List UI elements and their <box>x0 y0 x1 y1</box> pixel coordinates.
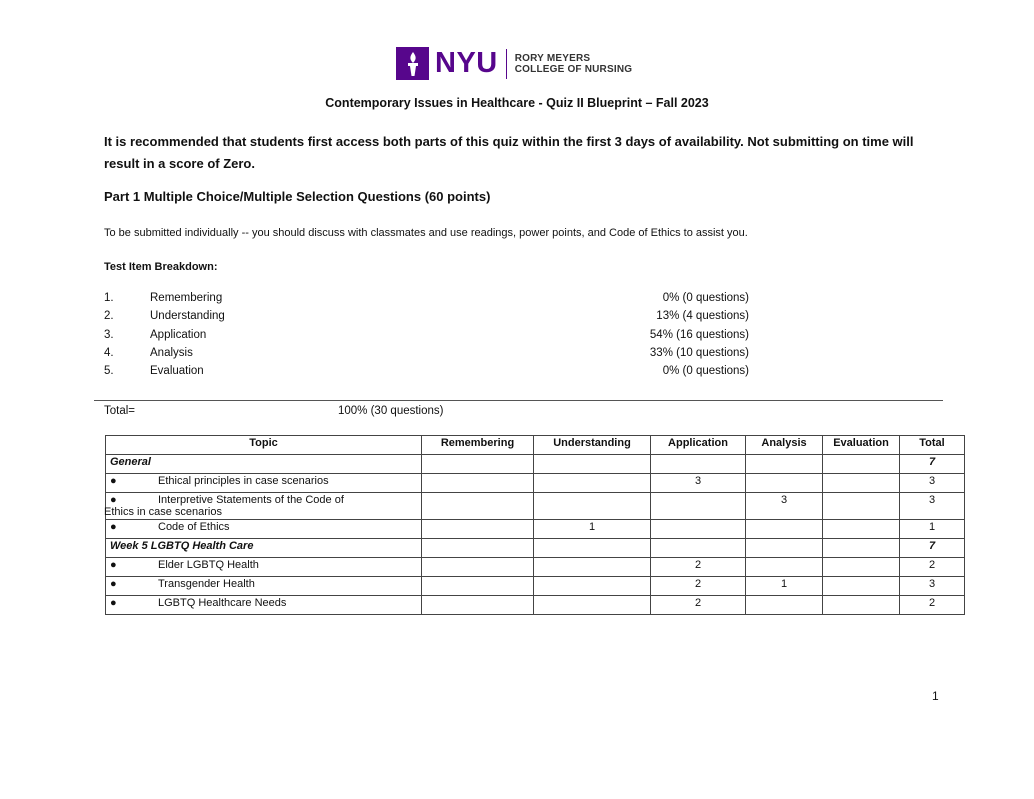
intro-paragraph: It is recommended that students first access both parts of this quiz within the first 3 days of availability. Not submitting on time will result in a score of Zero. <box>104 134 914 171</box>
bullet-icon: ● <box>110 559 117 571</box>
category-cell: Week 5 LGBTQ Health Care <box>106 539 422 558</box>
table-row: ● LGBTQ Healthcare Needs 2 2 <box>106 596 965 615</box>
total-value: 100% (30 questions) <box>338 405 444 417</box>
column-header: Understanding <box>534 436 651 455</box>
divider-line <box>94 400 943 401</box>
bullet-icon: ● <box>110 475 117 487</box>
column-header: Topic <box>106 436 422 455</box>
category-cell: General <box>106 455 422 474</box>
table-row: ● Interpretive Statements of the Code of Ethics in case scenarios 3 3 <box>106 493 965 520</box>
column-header: Application <box>651 436 746 455</box>
total-label: Total= <box>104 405 136 417</box>
bullet-icon: ● <box>110 494 117 506</box>
topic-cell: ● Code of Ethics <box>106 520 422 539</box>
breakdown-item: 1. Remembering 0% (0 questions) <box>104 292 749 304</box>
bullet-icon: ● <box>110 578 117 590</box>
breakdown-list <box>104 292 749 383</box>
logo-line1: RORY MEYERS <box>514 52 591 64</box>
logo-line2: COLLEGE OF NURSING <box>514 63 633 75</box>
topic-cell: ● Transgender Health <box>106 577 422 596</box>
breakdown-item: 3. Application 54% (16 questions) <box>104 328 749 341</box>
logo-subtitle <box>515 53 633 75</box>
column-header: Analysis <box>746 436 823 455</box>
breakdown-item: 4. Analysis 33% (10 questions) <box>104 346 749 359</box>
document-title: Contemporary Issues in Healthcare - Quiz II Blueprint – Fall 2023 <box>325 96 709 110</box>
column-header: Evaluation <box>823 436 900 455</box>
breakdown-heading: Test Item Breakdown: <box>104 261 218 273</box>
topic-cell: ● Interpretive Statements of the Code of Ethics in case scenarios <box>106 493 422 520</box>
torch-icon <box>396 47 429 80</box>
column-header: Remembering <box>422 436 534 455</box>
topic-cell: ● Ethical principles in case scenarios <box>106 474 422 493</box>
logo-divider <box>506 49 507 79</box>
table-row: ● Elder LGBTQ Health 2 2 <box>106 558 965 577</box>
column-header: Total <box>900 436 965 455</box>
bullet-icon: ● <box>110 597 117 609</box>
breakdown-item: 5. Evaluation 0% (0 questions) <box>104 365 749 378</box>
page-number: 1 <box>932 689 939 703</box>
table-header-row <box>106 436 965 455</box>
table-row-category: Week 5 LGBTQ Health Care 7 <box>106 539 965 558</box>
topic-cell: ● Elder LGBTQ Health <box>106 558 422 577</box>
topic-cell: ● LGBTQ Healthcare Needs <box>106 596 422 615</box>
table-row: ● Code of Ethics 1 1 <box>106 520 965 539</box>
instructions: To be submitted individually -- you should discuss with classmates and use readings, power points, and Code of Ethics to assist you. <box>104 227 748 239</box>
table-row: ● Transgender Health 2 1 3 <box>106 577 965 596</box>
bullet-icon: ● <box>110 521 117 533</box>
table-row-category: General 7 <box>106 455 965 474</box>
part1-heading: Part 1 Multiple Choice/Multiple Selection Questions (60 points) <box>104 189 491 204</box>
nyu-logo <box>396 47 632 80</box>
blueprint-table <box>105 435 965 615</box>
breakdown-item: 2. Understanding 13% (4 questions) <box>104 310 749 323</box>
logo-nyu-text: NYU <box>435 47 498 79</box>
table-row: ● Ethical principles in case scenarios 3 3 <box>106 474 965 493</box>
